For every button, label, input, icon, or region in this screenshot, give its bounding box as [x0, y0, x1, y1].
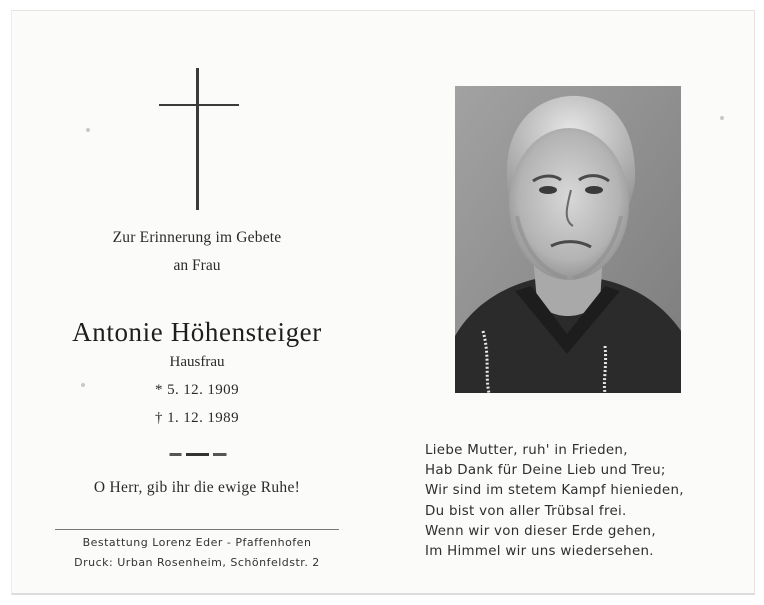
poem-line: Im Himmel wir uns wiedersehen. — [425, 544, 654, 560]
addressee-line: an Frau — [173, 257, 221, 274]
cross-vertical-bar — [196, 68, 199, 210]
memory-line: Zur Erinnerung im Gebete — [112, 229, 282, 246]
paper-speck — [86, 128, 90, 132]
poem-line: Wir sind im stetem Kampf hienieden, — [425, 483, 684, 499]
portrait-illustration — [455, 86, 681, 393]
birth-date: * 5. 12. 1909 — [155, 382, 239, 398]
poem-line: Hab Dank für Deine Lieb und Treu; — [425, 463, 666, 479]
footer-rule — [55, 529, 339, 530]
poem-line: Wenn wir von dieser Erde gehen, — [425, 523, 656, 539]
printer-line: Druck: Urban Rosenheim, Schönfeldstr. 2 — [74, 556, 320, 569]
prayer-line: O Herr, gib ihr die ewige Ruhe! — [93, 479, 301, 496]
death-date: † 1. 12. 1989 — [155, 410, 239, 426]
paper-speck — [720, 116, 724, 120]
memorial-card — [11, 10, 755, 595]
memorial-left-panel — [12, 11, 392, 593]
portrait-photo — [455, 86, 681, 393]
poem-line: Du bist von aller Trübsal frei. — [425, 503, 627, 519]
cross-horizontal-bar — [159, 104, 239, 106]
occupation: Hausfrau — [169, 354, 225, 370]
poem — [425, 441, 684, 562]
paper-speck — [81, 383, 85, 387]
divider-ornament — [164, 453, 232, 456]
funeral-home-line: Bestattung Lorenz Eder - Pfaffenhofen — [82, 536, 312, 549]
deceased-name: Antonie Höhensteiger — [72, 317, 322, 347]
poem-line: Liebe Mutter, ruh' in Frieden, — [425, 443, 628, 458]
